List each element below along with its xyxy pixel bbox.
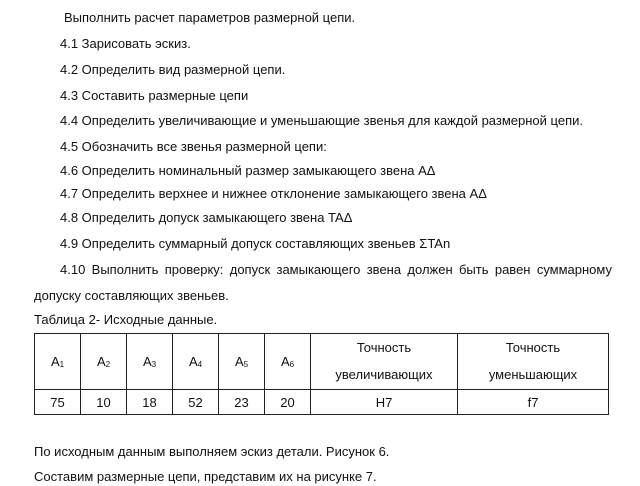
header-a4: $A_4$ [173, 334, 219, 390]
table-values-row [35, 390, 609, 415]
header-accuracy-decreasing: Точность уменьшающих [458, 334, 609, 390]
step-4-3: 4.3 Составить размерные цепи [60, 88, 249, 103]
header-a1: $A_1$ [35, 334, 81, 390]
value-a4: 52 [173, 390, 219, 415]
value-a3: 18 [127, 390, 173, 415]
source-data-table [34, 333, 609, 415]
value-a1: 75 [35, 390, 81, 415]
value-accuracy-increasing: H7 [311, 390, 458, 415]
step-4-7: 4.7 Определить верхнее и нижнее отклонение замыкающего звена AΔ [60, 186, 487, 201]
value-a6: 20 [265, 390, 311, 415]
step-4-8: 4.8 Определить допуск замыкающего звена TAΔ [60, 210, 353, 225]
header-accuracy-increasing: Точность увеличивающих [311, 334, 458, 390]
step-4-6: 4.6 Определить номинальный размер замыкающего звена AΔ [60, 163, 436, 178]
table-header-row [35, 334, 609, 390]
step-4-10-line1: 4.10 Выполнить проверку: допуск замыкающего звена должен быть равен суммарному [60, 262, 612, 277]
after-paragraph-1: По исходным данным выполняем эскиз детали. Рисунок 6. [34, 444, 390, 459]
header-a5: $A_5$ [219, 334, 265, 390]
step-4-1: 4.1 Зарисовать эскиз. [60, 36, 191, 51]
step-4-5: 4.5 Обозначить все звенья размерной цепи: [60, 139, 327, 154]
step-4-10-line2: допуску составляющих звеньев. [34, 288, 229, 303]
step-4-2: 4.2 Определить вид размерной цепи. [60, 62, 286, 77]
header-a3: $A_3$ [127, 334, 173, 390]
value-a5: 23 [219, 390, 265, 415]
header-a6: $A_6$ [265, 334, 311, 390]
step-4-4: 4.4 Определить увеличивающие и уменьшающие звенья для каждой размерной цепи. [60, 113, 583, 128]
table-caption: Таблица 2- Исходные данные. [34, 312, 218, 327]
value-a2: 10 [81, 390, 127, 415]
header-a2: $A_2$ [81, 334, 127, 390]
step-4-9: 4.9 Определить суммарный допуск составляющих звеньев ΣTAn [60, 236, 451, 251]
intro-text: Выполнить расчет параметров размерной цепи. [64, 10, 356, 25]
value-accuracy-decreasing: f7 [458, 390, 609, 415]
after-paragraph-2: Составим размерные цепи, представим их на рисунке 7. [34, 469, 377, 484]
